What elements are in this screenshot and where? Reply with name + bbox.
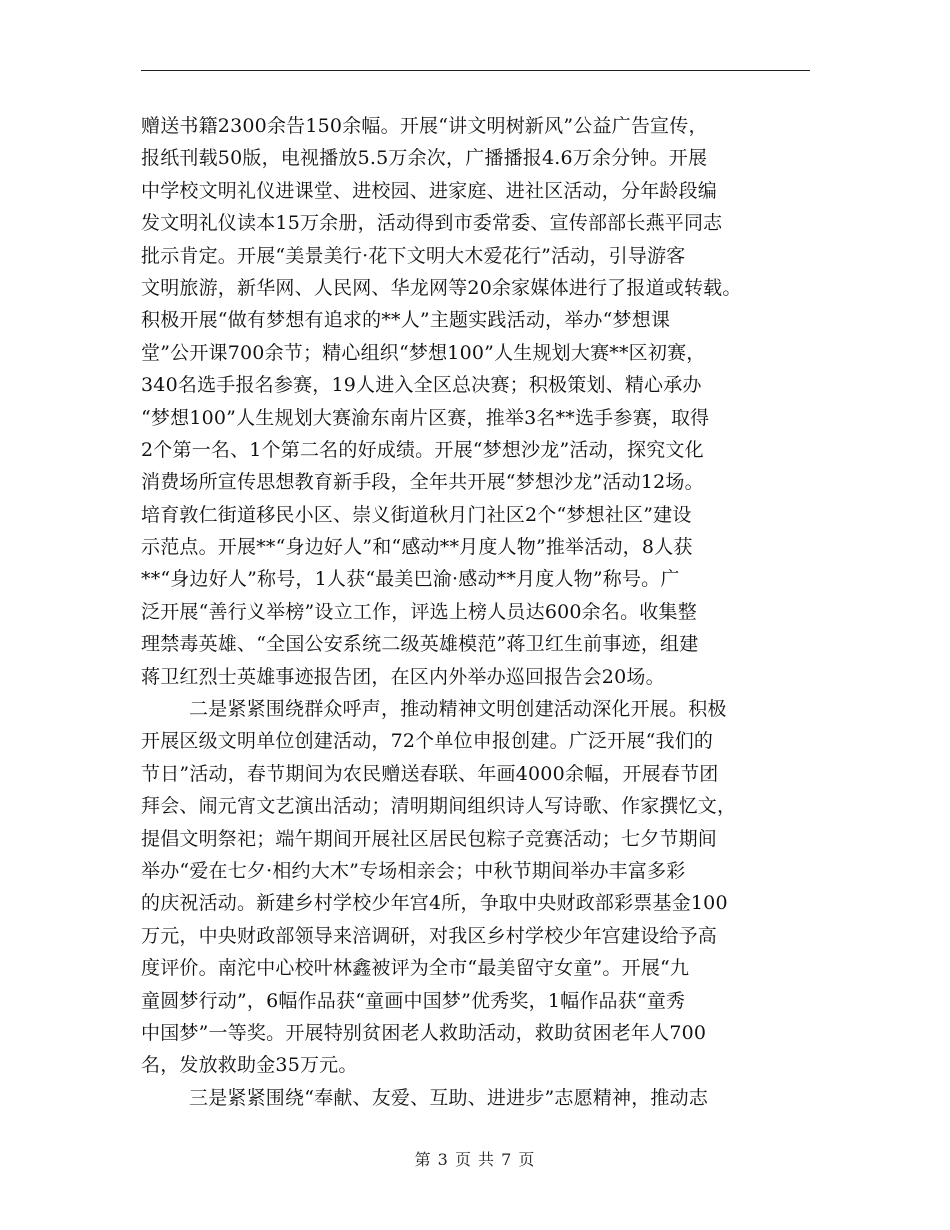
- paragraph-line: 拜会、闹元宵文艺演出活动；清明期间组织诗人写诗歌、作家撰忆文，: [141, 795, 737, 818]
- paragraph-line: 三是紧紧围绕“奉献、友爱、互助、进进步”志愿精神，推动志: [189, 1086, 709, 1109]
- paragraph-line: 消费场所宣传思想教育新手段，全年共开展“梦想沙龙”活动12场。: [141, 471, 704, 494]
- paragraph-line: 节日”活动，春节期间为农民赠送春联、年画4000余幅，开展春节团: [141, 762, 719, 785]
- paragraph-line: 理禁毒英雄、“全国公安系统二级英雄模范”蒋卫红生前事迹，组建: [141, 633, 699, 656]
- paragraph-line: 泛开展“善行义举榜”设立工作，评选上榜人员达600余名。收集整: [141, 600, 697, 623]
- paragraph-line: 报纸刊载50版，电视播放5.5万余次，广播播报4.6万余分钟。开展: [141, 147, 708, 170]
- document-body: [141, 110, 821, 1114]
- paragraph-line: 批示肯定。开展“美景美行·花下文明大木爱花行”活动，引导游客: [141, 244, 686, 267]
- paragraph-line: 名，发放救助金35万元。: [141, 1054, 358, 1077]
- paragraph-line: 示范点。开展**“身边好人”和“感动**月度人物”推举活动，8人获: [141, 536, 693, 559]
- paragraph-line: 发文明礼仪读本15万余册，活动得到市委常委、宣传部部长燕平同志: [141, 212, 723, 235]
- paragraph-line: 提倡文明祭祀；端午期间开展社区居民包粽子竞赛活动；七夕节期间: [141, 827, 718, 850]
- paragraph-line: 340名选手报名参赛，19人进入全区总决赛；积极策划、精心承办: [141, 374, 702, 397]
- paragraph-line: 的庆祝活动。新建乡村学校少年宫4所，争取中央财政部彩票基金100: [141, 892, 728, 915]
- paragraph-line: 培育敦仁街道移民小区、崇义街道秋月门社区2个“梦想社区”建设: [141, 503, 692, 526]
- paragraph-line: 中国梦”一等奖。开展特别贫困老人救助活动，救助贫困老年人700: [141, 1021, 707, 1044]
- paragraph-line: 度评价。南沱中心校叶林鑫被评为全市“最美留守女童”。开展“九: [141, 957, 690, 980]
- paragraph-line: 万元，中央财政部领导来涪调研，对我区乡村学校少年宫建设给予高: [141, 924, 718, 947]
- paragraph-line: 童圆梦行动”，6幅作品获“童画中国梦”优秀奖，1幅作品获“童秀: [141, 989, 686, 1012]
- paragraph-line: 蒋卫红烈士英雄事迹报告团，在区内外举办巡回报告会20场。: [141, 665, 665, 688]
- paragraph-line: 开展区级文明单位创建活动，72个单位申报创建。广泛开展“我们的: [141, 730, 714, 753]
- page-number: 第 3 页 共 7 页: [414, 1150, 536, 1169]
- paragraph-line: 文明旅游，新华网、人民网、华龙网等20余家媒体进行了报道或转载。: [141, 276, 742, 299]
- paragraph-line: 中学校文明礼仪进课堂、进校园、进家庭、进社区活动，分年龄段编: [141, 179, 718, 202]
- paragraph-line: 堂”公开课700余节；精心组织“梦想100”人生规划大赛**区初赛，: [141, 341, 706, 364]
- paragraph-line: 积极开展“做有梦想有追求的**人”主题实践活动，举办“梦想课: [141, 309, 671, 332]
- paragraph-line: 赠送书籍2300余告150余幅。开展“讲文明树新风”公益广告宣传，: [141, 115, 708, 137]
- paragraph-line: 举办“爱在七夕·相约大木”专场相亲会；中秋节期间举办丰富多彩: [141, 859, 686, 882]
- header-rule: [141, 70, 810, 71]
- paragraph-line: “梦想100”人生规划大赛渝东南片区赛，推举3名**选手参赛，取得: [141, 406, 710, 429]
- paragraph-line: **“身边好人”称号，1人获“最美巴渝·感动**月度人物”称号。广: [141, 568, 680, 591]
- paragraph-line: 2个第一名、1个第二名的好成绩。开展“梦想沙龙”活动，探究文化: [141, 438, 704, 461]
- paragraph-line: 二是紧紧围绕群众呼声，推动精神文明创建活动深化开展。积极: [189, 698, 727, 721]
